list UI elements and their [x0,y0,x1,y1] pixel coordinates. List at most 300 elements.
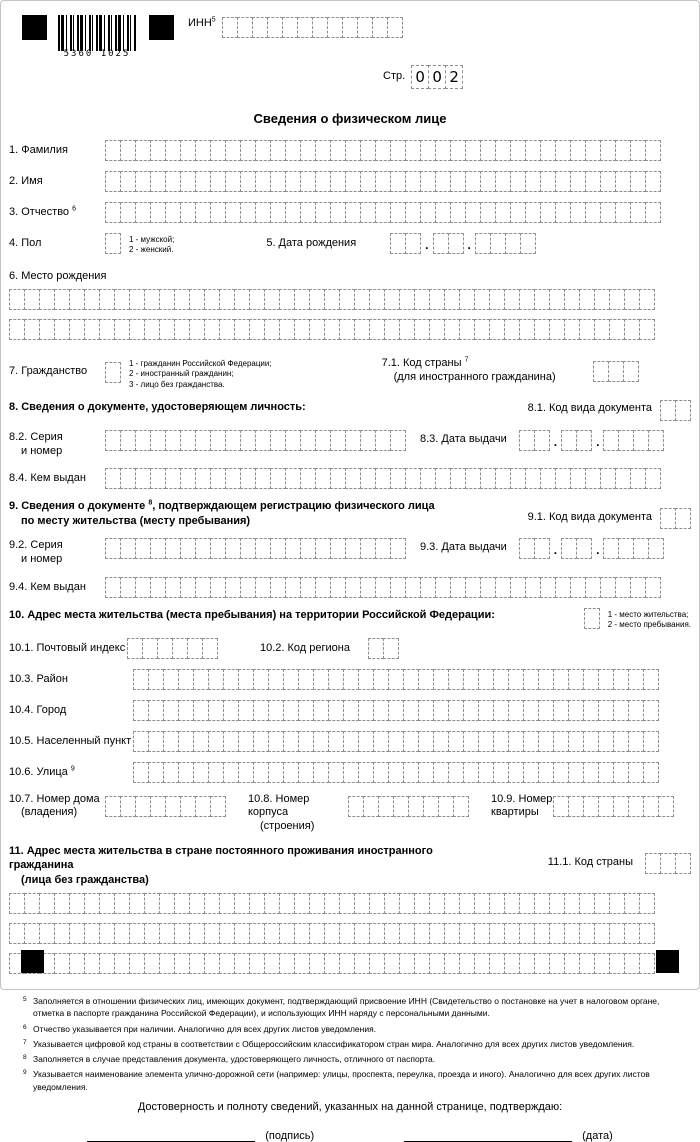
cell [615,202,631,223]
cell [420,171,436,192]
cell [408,796,424,817]
cell [624,319,640,340]
cell [313,762,329,783]
cell [234,319,250,340]
cell [645,171,661,192]
firstname-input[interactable] [105,171,661,192]
cell [328,700,344,721]
country-code-input[interactable] [593,361,639,382]
cell [609,319,625,340]
house-number-input[interactable] [105,796,226,817]
country-code-label: 7.1. Код страны $^7$ (для иностранного гражданина) [381,356,556,383]
cell [172,638,188,659]
cell [238,669,254,690]
cell [300,202,316,223]
cell [448,233,464,254]
cell [105,538,121,559]
cell [504,953,520,974]
cell [135,202,151,223]
cell [54,289,70,310]
cell [9,319,25,340]
page-digit: 2 [445,65,463,89]
cell [345,140,361,161]
region-code-input[interactable] [368,638,399,659]
reg-doc-type-code-input[interactable] [660,508,691,529]
cell [510,171,526,192]
cell [195,796,211,817]
cell [180,577,196,598]
cell [210,796,226,817]
cell [418,762,434,783]
cell [114,319,130,340]
cell [429,953,445,974]
cell [576,538,592,559]
date-dot [596,543,599,557]
cell [24,893,40,914]
cell [354,923,370,944]
cell [478,669,494,690]
cell [283,700,299,721]
doc-issuer-input[interactable] [105,468,661,489]
registration-mark-bottom-right [656,950,679,973]
cell [189,289,205,310]
page-number-value [411,65,463,89]
cell [178,762,194,783]
cell [459,953,475,974]
citizenship-input[interactable] [105,362,121,383]
inn-input[interactable] [222,17,403,38]
city-label: 10.4. Город [9,703,67,716]
row-city [9,700,691,721]
cell [313,669,329,690]
cell [99,319,115,340]
cell [523,762,539,783]
cell [144,319,160,340]
cell [330,538,346,559]
cell [579,319,595,340]
cell [354,953,370,974]
cell [285,538,301,559]
cell [180,538,196,559]
cell [598,796,614,817]
cell [505,233,521,254]
cell [388,731,404,752]
cell [282,17,298,38]
cell [294,953,310,974]
cell [345,538,361,559]
foreign-address-input-line2[interactable] [9,923,655,944]
cell [615,468,631,489]
cell [180,140,196,161]
reg-doc-issuer-input[interactable] [105,577,661,598]
cell [630,140,646,161]
cell [568,731,584,752]
cell [375,171,391,192]
cell [309,319,325,340]
cell [660,853,676,874]
reg-doc-issue-date-label: 9.3. Дата выдачи [420,541,507,554]
birthplace-input-line2[interactable] [9,319,655,340]
registration-mark-top-mid [149,15,174,40]
page-title: Сведения о физическом лице [253,111,447,126]
cell [519,538,535,559]
cell [135,140,151,161]
date-dot [468,238,471,252]
cell [555,202,571,223]
cell [538,762,554,783]
birthdate-input[interactable] [390,233,536,254]
cell [508,700,524,721]
cell [165,577,181,598]
cell [579,923,595,944]
cell [165,468,181,489]
cell [144,289,160,310]
surname-input[interactable] [105,140,661,161]
cell [534,923,550,944]
cell [480,171,496,192]
footnote-7: 7 Указывается цифровой код страны в соответствии с Общероссийским классификатором стран мира. Аналогично для всех других листов уведомления. [23,1038,635,1049]
cell [264,923,280,944]
doc-issue-day[interactable] [519,430,550,451]
cell [165,202,181,223]
citizenship-label: 7. Гражданство [9,364,88,377]
cell [564,319,580,340]
cell [253,731,269,752]
cell [583,796,599,817]
reg-issue-year[interactable] [603,538,664,559]
cell [114,923,130,944]
cell [474,893,490,914]
city-input[interactable] [133,700,659,721]
cell [474,289,490,310]
cell [393,796,409,817]
cell [165,796,181,817]
barcode-bars [58,15,136,51]
cell [129,289,145,310]
cell [219,893,235,914]
cell [405,171,421,192]
cell [9,923,25,944]
cell [369,289,385,310]
cell [504,923,520,944]
cell [373,762,389,783]
surname-label: 1. Фамилия [9,144,68,156]
cell [300,468,316,489]
doc-issue-date-label: 8.3. Дата выдачи [420,432,507,445]
cell [414,319,430,340]
cell [553,669,569,690]
cell [120,796,136,817]
cell [405,468,421,489]
cell [150,171,166,192]
cell [315,140,331,161]
cell [300,140,316,161]
birthdate-day[interactable] [390,233,421,254]
cell [159,289,175,310]
cell [475,233,491,254]
cell [375,202,391,223]
doc-type-code-label: 8.1. Код вида документа [527,401,652,414]
cell [24,319,40,340]
identity-doc-title: 8. Сведения о документе, удостоверяющем личность: [9,400,306,413]
cell [520,233,536,254]
cell [144,923,160,944]
cell [600,171,616,192]
foreign-address-input-line3[interactable] [9,953,655,974]
cell [294,893,310,914]
cell [643,731,659,752]
cell [135,430,151,451]
cell [324,289,340,310]
cell [285,468,301,489]
birthdate-year[interactable] [475,233,536,254]
cell [180,171,196,192]
cell [309,953,325,974]
settlement-label: 10.5. Населенный пункт [9,734,132,747]
cell [435,577,451,598]
cell [480,140,496,161]
cell [435,468,451,489]
reg-issue-month[interactable] [561,538,592,559]
cell [489,923,505,944]
cell [403,700,419,721]
reg-issue-day[interactable] [519,538,550,559]
cell [120,538,136,559]
cell [390,140,406,161]
cell [609,289,625,310]
cell [600,140,616,161]
reg-doc-series-label: 9.2. Серия и номер [9,539,63,566]
footnote-8: 8 Заполняется в случае представления документа, удостоверяющего личность, отличного от паспорта. [23,1054,436,1065]
cell [648,538,664,559]
cell [553,796,569,817]
cell [510,140,526,161]
cell [448,700,464,721]
cell [433,762,449,783]
cell [508,731,524,752]
cell [438,796,454,817]
district-input[interactable] [133,669,659,690]
postcode-input[interactable] [127,638,218,659]
cell [240,202,256,223]
cell [624,289,640,310]
cell [54,923,70,944]
cell [489,953,505,974]
cell [598,731,614,752]
cell [643,762,659,783]
cell [180,430,196,451]
cell [300,171,316,192]
cell [534,953,550,974]
cell [150,202,166,223]
building-number-input[interactable] [348,796,469,817]
cell [354,319,370,340]
cell [268,700,284,721]
cell [388,700,404,721]
row-sex-birthdate [9,233,691,256]
cell [39,289,55,310]
cell [478,731,494,752]
cell [583,669,599,690]
cell [165,171,181,192]
cell [433,700,449,721]
cell [174,923,190,944]
cell [555,140,571,161]
building-number-label: 10.8. Номер корпуса (строения) [248,792,315,833]
cell [69,289,85,310]
cell [429,319,445,340]
house-number-label: 10.7. Номер дома (владения) [9,792,100,819]
cell [369,953,385,974]
cell [478,762,494,783]
street-input[interactable] [133,762,659,783]
settlement-input[interactable] [133,731,659,752]
doc-issue-year[interactable] [603,430,664,451]
cell [418,669,434,690]
patronymic-input[interactable] [105,202,661,223]
cell [570,577,586,598]
flat-number-input[interactable] [553,796,674,817]
cell [150,430,166,451]
cell [433,731,449,752]
foreign-address-input-line1[interactable] [9,893,655,914]
cell [390,202,406,223]
cell [225,430,241,451]
cell [645,577,661,598]
sex-options: 1 - мужской; 2 - женский. [129,235,175,255]
cell [204,953,220,974]
cell [480,577,496,598]
cell [474,319,490,340]
cell [105,468,121,489]
cell [538,700,554,721]
cell [328,669,344,690]
cell [309,923,325,944]
cell [360,468,376,489]
cell [120,202,136,223]
birthplace-input-line1[interactable] [9,289,655,310]
cell [105,577,121,598]
cell [450,140,466,161]
cell [208,762,224,783]
doc-type-code-input[interactable] [660,400,691,421]
cell [675,508,691,529]
cell [343,731,359,752]
cell [368,638,384,659]
cell [448,731,464,752]
cell [375,140,391,161]
cell [279,923,295,944]
doc-series-input[interactable] [105,430,406,451]
cell [345,430,361,451]
district-label: 10.3. Район [9,672,68,685]
birthdate-month[interactable] [433,233,464,254]
cell [225,202,241,223]
cell [570,171,586,192]
cell [339,953,355,974]
footnote-5: 5 Заполняется в отношении физических лиц, имеющих документ, подтверждающий присвоение ИНН (Свидетельство о постановке на учет в налоговом органе, отметка в паспорте гражданина Российской Федерации), и использующих ИНН наряду с персональными данными. [23,995,660,1019]
cell [373,731,389,752]
date-line[interactable] [404,1127,572,1142]
cell [285,202,301,223]
cell [519,289,535,310]
birthdate-label: 5. Дата рождения [266,237,357,249]
cell [240,577,256,598]
cell [324,319,340,340]
cell [383,638,399,659]
address-type-input[interactable] [584,608,600,629]
cell [510,577,526,598]
cell [165,430,181,451]
cell [105,233,121,254]
cell [585,202,601,223]
cell [465,577,481,598]
cell [463,669,479,690]
cell [180,202,196,223]
cell [372,17,388,38]
cell [150,468,166,489]
cell [234,893,250,914]
cell [165,140,181,161]
cell [342,17,358,38]
address-rf-title: 10. Адрес места жительства (места пребывания) на территории Российской Федерации: [9,608,495,621]
cell [583,700,599,721]
doc-issue-date-input[interactable] [519,430,665,451]
cell [255,468,271,489]
cell [675,400,691,421]
cell [639,893,655,914]
cell [534,538,550,559]
cell [384,953,400,974]
cell [99,923,115,944]
cell [222,17,238,38]
cell [534,430,550,451]
cell [135,171,151,192]
cell [225,538,241,559]
cell [225,577,241,598]
cell [264,893,280,914]
reg-doc-series-input[interactable] [105,538,406,559]
cell [420,468,436,489]
row-citizenship [9,357,691,390]
cell [120,140,136,161]
cell [534,289,550,310]
row-doc-series [9,427,691,459]
signature-line[interactable] [87,1127,255,1142]
cell [630,202,646,223]
row-address-rf-header [9,608,691,631]
sex-input[interactable] [105,233,121,254]
cell [84,319,100,340]
cell [165,538,181,559]
cell [613,669,629,690]
cell [268,669,284,690]
doc-issue-month[interactable] [561,430,592,451]
citizenship-options: 1 - гражданин Российской Федерации; 2 - иностранный гражданин; 3 - лицо без гражданства. [129,358,272,389]
cell [219,923,235,944]
cell [493,700,509,721]
cell [133,731,149,752]
page-label: Стр. [383,70,406,83]
cell [330,140,346,161]
cell [255,171,271,192]
cell [630,171,646,192]
cell [645,853,661,874]
cell [159,953,175,974]
reg-doc-issue-date-input[interactable] [519,538,665,559]
foreign-country-code-input[interactable] [645,853,691,874]
cell [594,923,610,944]
